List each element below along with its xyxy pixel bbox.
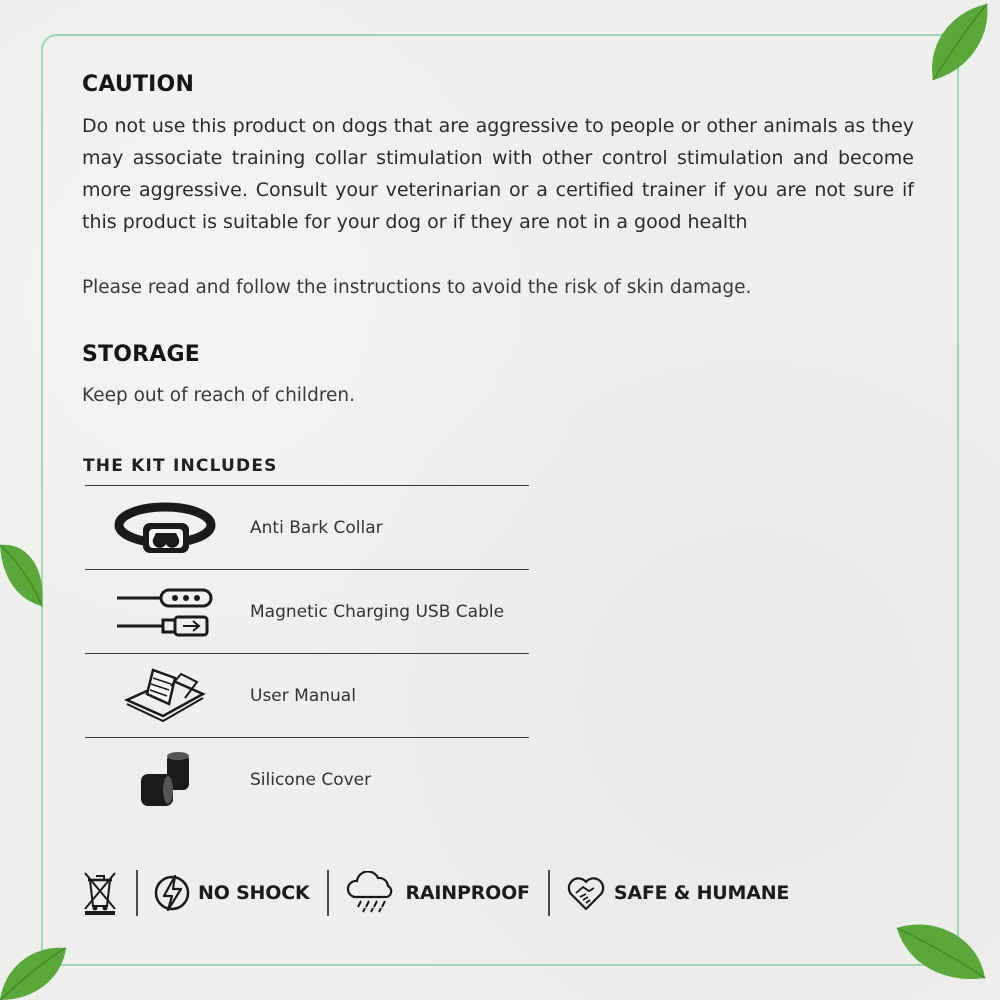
caution-heading: CAUTION [82, 72, 195, 97]
kit-heading: THE KIT INCLUDES [83, 456, 278, 476]
skin-damage-note: Please read and follow the instructions to avoid the risk of skin damage. [82, 277, 752, 298]
safe-humane-badge [566, 868, 789, 918]
kit-item [85, 653, 529, 737]
weee-bin-icon [82, 870, 118, 916]
leaf-bottom-left-icon [0, 940, 70, 1000]
manual-book-icon [123, 664, 207, 728]
caution-text: Do not use this product on dogs that are aggressive to people or other animals as they may associate training collar stimulation with other control stimulation and become more aggressive. Consult your veterinarian or a certified trainer if you are not sure if this product is suitable for your dog or if they are not in a good health [82, 115, 914, 233]
heart-handshake-icon [566, 875, 606, 911]
feature-badges [82, 868, 802, 918]
usb-cable-icon [113, 586, 217, 638]
kit-item-label: User Manual [250, 685, 356, 706]
safe-humane-label: SAFE & HUMANE [613, 882, 790, 904]
leaf-top-right-icon [925, 0, 995, 85]
kit-item [85, 485, 529, 569]
kit-item [85, 569, 529, 653]
storage-heading: STORAGE [82, 342, 201, 367]
badge-divider [548, 870, 550, 916]
no-shock-label: NO SHOCK [198, 882, 310, 904]
kit-item-label: Magnetic Charging USB Cable [250, 601, 505, 622]
no-shock-icon [154, 872, 190, 914]
weee-badge [82, 868, 118, 918]
badge-divider [327, 870, 329, 916]
kit-item-label: Silicone Cover [250, 769, 372, 790]
leaf-left-icon [0, 540, 48, 610]
rainproof-badge [345, 868, 529, 918]
leaf-bottom-right-icon [893, 918, 988, 986]
badge-divider [136, 870, 138, 916]
silicone-cover-icon [135, 750, 195, 810]
no-shock-badge [154, 868, 309, 918]
storage-text: Keep out of reach of children. [82, 385, 356, 406]
kit-item [85, 737, 529, 821]
rain-cloud-icon [345, 871, 397, 915]
rainproof-label: RAINPROOF [405, 882, 530, 904]
kit-list [85, 485, 529, 821]
bark-collar-icon [113, 499, 217, 557]
kit-item-label: Anti Bark Collar [250, 517, 383, 538]
